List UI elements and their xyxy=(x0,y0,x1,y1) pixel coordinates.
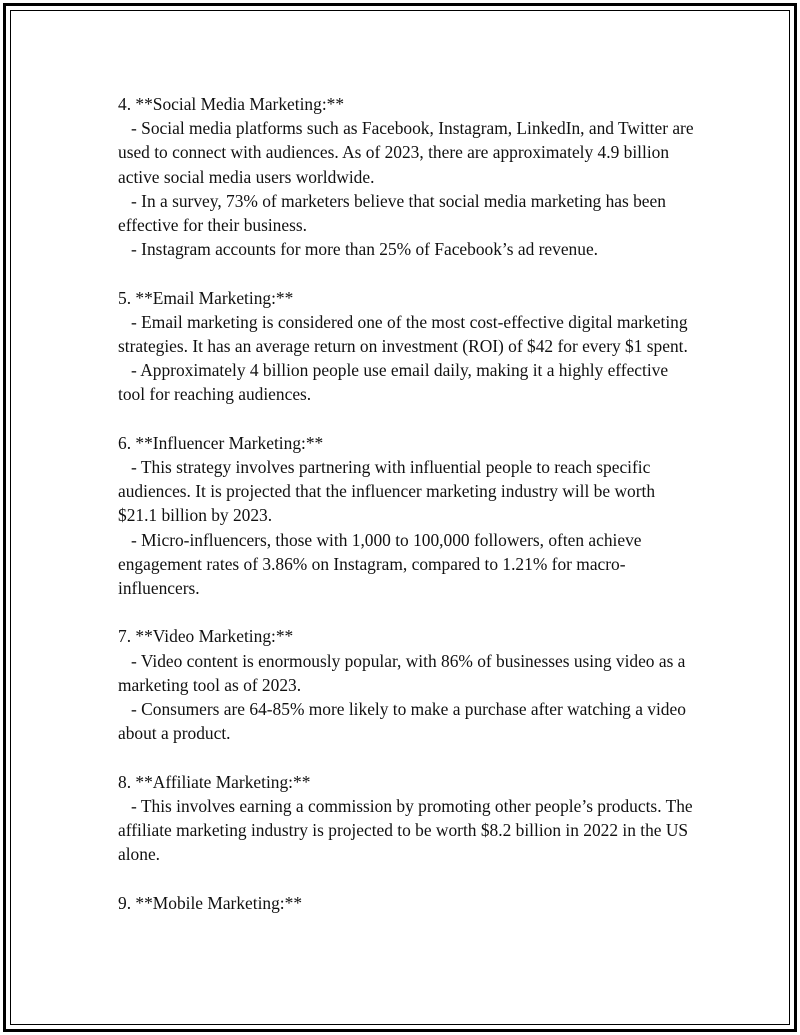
bullet-text: - This strategy involves partnering with influential people to reach specific audiences. It is projected that the influencer marketing industry will be worth $21.1 billion by 2023. xyxy=(118,457,660,526)
section-heading: 6. **Influencer Marketing:** xyxy=(118,432,324,453)
document-body xyxy=(118,92,698,939)
section-email-marketing xyxy=(118,286,698,407)
bullet-text: - In a survey, 73% of marketers believe that social media marketing has been effective for their business. xyxy=(118,190,671,236)
section-mobile-marketing xyxy=(118,891,698,915)
bullet-text: - Micro-influencers, those with 1,000 to 100,000 followers, often achieve engagement rates of 3.86% on Instagram, compared to 1.21% for macro-influencers. xyxy=(118,529,646,599)
bullet-text: - This involves earning a commission by promoting other people’s products. The affiliate marketing industry is projected to be worth $8.2 billion in 2022 in the US alone. xyxy=(118,795,697,865)
section-affiliate-marketing xyxy=(118,770,698,867)
section-heading: 5. **Email Marketing:** xyxy=(118,287,294,308)
section-heading: 4. **Social Media Marketing:** xyxy=(118,94,345,114)
bullet-text: - Video content is enormously popular, with 86% of businesses using video as a marketing tool as of 2023. xyxy=(118,650,690,695)
section-heading: 7. **Video Marketing:** xyxy=(118,626,294,647)
section-heading: 9. **Mobile Marketing:** xyxy=(118,892,303,913)
bullet-text: - Email marketing is considered one of the most cost-effective digital marketing strategies. It has an average return on investment (ROI) of $42 for every $1 spent. xyxy=(118,311,692,357)
bullet-text: - Consumers are 64-85% more likely to make a purchase after watching a video about a product. xyxy=(118,699,691,744)
section-video-marketing xyxy=(118,624,698,745)
section-heading: 8. **Affiliate Marketing:** xyxy=(118,771,311,792)
bullet-text: - Approximately 4 billion people use email daily, making it a highly effective tool for reaching audiences. xyxy=(118,360,673,405)
section-social-media-marketing xyxy=(118,92,698,261)
bullet-text: - Instagram accounts for more than 25% of Facebook’s ad revenue. xyxy=(118,239,599,260)
section-influencer-marketing xyxy=(118,431,698,600)
bullet-text: - Social media platforms such as Facebook, Instagram, LinkedIn, and Twitter are used to connect with audiences. As of 2023, there are approximately 4.9 billion active social media users worldwide. xyxy=(118,118,698,187)
